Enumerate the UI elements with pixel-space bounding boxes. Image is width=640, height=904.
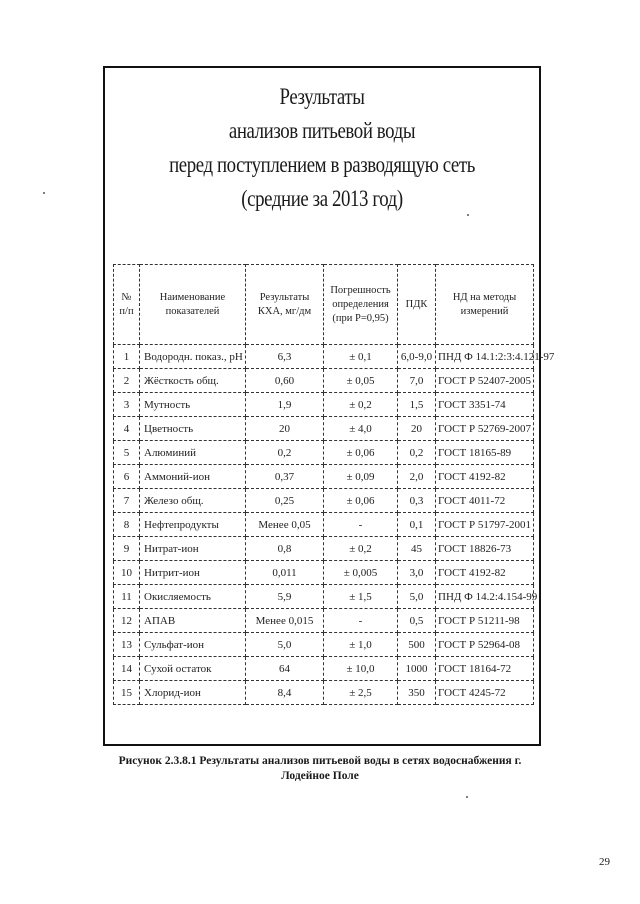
cell-error: ± 0,06 — [324, 441, 398, 465]
header-error: Погрешность определения (при Р=0,95) — [324, 265, 398, 345]
cell-name: Мутность — [140, 393, 246, 417]
cell-error: ± 0,06 — [324, 489, 398, 513]
table-row — [114, 465, 534, 489]
cell-num: 5 — [114, 441, 140, 465]
cell-method: ГОСТ Р 52407-2005 — [436, 369, 534, 393]
table-row — [114, 561, 534, 585]
table-row — [114, 657, 534, 681]
cell-error: ± 0,09 — [324, 465, 398, 489]
table-row — [114, 489, 534, 513]
cell-pdk: 0,5 — [398, 609, 436, 633]
cell-method: ГОСТ 4192-82 — [436, 561, 534, 585]
scan-speck — [43, 192, 45, 194]
cell-num: 14 — [114, 657, 140, 681]
cell-name: Жёсткость общ. — [140, 369, 246, 393]
cell-method: ГОСТ 4192-82 — [436, 465, 534, 489]
cell-result: 0,60 — [246, 369, 324, 393]
cell-pdk: 1,5 — [398, 393, 436, 417]
cell-result: Менее 0,015 — [246, 609, 324, 633]
cell-error: ± 0,2 — [324, 537, 398, 561]
cell-pdk: 1000 — [398, 657, 436, 681]
title-line-1: Результаты — [279, 84, 365, 109]
cell-method: ГОСТ Р 52769-2007 — [436, 417, 534, 441]
cell-result: 1,9 — [246, 393, 324, 417]
table-row — [114, 417, 534, 441]
cell-pdk: 2,0 — [398, 465, 436, 489]
cell-result: 5,9 — [246, 585, 324, 609]
cell-num: 1 — [114, 345, 140, 369]
cell-num: 10 — [114, 561, 140, 585]
cell-method: ГОСТ Р 51211-98 — [436, 609, 534, 633]
figure-title — [144, 80, 500, 216]
cell-name: Хлорид-ион — [140, 681, 246, 705]
cell-method: ГОСТ 18826-73 — [436, 537, 534, 561]
cell-pdk: 3,0 — [398, 561, 436, 585]
title-line-2: анализов питьевой воды — [228, 118, 416, 143]
table-row — [114, 537, 534, 561]
cell-pdk: 0,1 — [398, 513, 436, 537]
title-line-4: (средние за 2013 год) — [241, 186, 403, 211]
cell-result: 8,4 — [246, 681, 324, 705]
cell-name: Нефтепродукты — [140, 513, 246, 537]
table-body — [114, 345, 555, 705]
cell-num: 7 — [114, 489, 140, 513]
table-row — [114, 345, 534, 369]
cell-method: ГОСТ 3351-74 — [436, 393, 534, 417]
cell-result: 0,25 — [246, 489, 324, 513]
page-number: 29 — [599, 856, 610, 868]
cell-method: ПНД Ф 14.1:2:3:4.121-97 — [436, 345, 534, 369]
cell-result: 0,8 — [246, 537, 324, 561]
cell-name: Аммоний-ион — [140, 465, 246, 489]
cell-error: ± 0,2 — [324, 393, 398, 417]
cell-method: ГОСТ 18165-89 — [436, 441, 534, 465]
cell-pdk: 7,0 — [398, 369, 436, 393]
cell-result: 20 — [246, 417, 324, 441]
table-row — [114, 609, 534, 633]
cell-result: 0,37 — [246, 465, 324, 489]
cell-result: 5,0 — [246, 633, 324, 657]
cell-method: ГОСТ 18164-72 — [436, 657, 534, 681]
table-row — [114, 681, 534, 705]
cell-error: - — [324, 513, 398, 537]
cell-result: 0,011 — [246, 561, 324, 585]
cell-error: - — [324, 609, 398, 633]
cell-method: ГОСТ Р 52964-08 — [436, 633, 534, 657]
table-row — [114, 513, 534, 537]
cell-pdk: 0,3 — [398, 489, 436, 513]
cell-pdk: 20 — [398, 417, 436, 441]
cell-method: ГОСТ Р 51797-2001 — [436, 513, 534, 537]
table-row — [114, 369, 534, 393]
table-row — [114, 585, 534, 609]
cell-name: Нитрат-ион — [140, 537, 246, 561]
cell-name: Водородн. показ., рН — [140, 345, 246, 369]
table-row — [114, 393, 534, 417]
title-line-3: перед поступлением в разводящую сеть — [169, 152, 475, 177]
cell-error: ± 0,005 — [324, 561, 398, 585]
results-table — [113, 264, 555, 705]
cell-error: ± 1,5 — [324, 585, 398, 609]
cell-name: Окисляемость — [140, 585, 246, 609]
scan-speck — [466, 796, 468, 798]
header-name: Наименование показателей — [140, 265, 246, 345]
cell-error: ± 0,05 — [324, 369, 398, 393]
cell-result: Менее 0,05 — [246, 513, 324, 537]
scanned-figure-frame — [103, 66, 555, 746]
cell-name: Цветность — [140, 417, 246, 441]
table-row — [114, 633, 534, 657]
cell-result: 6,3 — [246, 345, 324, 369]
results-table-wrapper — [113, 264, 555, 705]
cell-name: Железо общ. — [140, 489, 246, 513]
cell-pdk: 45 — [398, 537, 436, 561]
cell-name: Нитрит-ион — [140, 561, 246, 585]
caption-line-2: Лодейное Поле — [281, 770, 359, 782]
cell-error: ± 2,5 — [324, 681, 398, 705]
table-header-row — [114, 265, 534, 345]
cell-error: ± 0,1 — [324, 345, 398, 369]
cell-pdk: 6,0-9,0 — [398, 345, 436, 369]
cell-pdk: 350 — [398, 681, 436, 705]
table-row — [114, 441, 534, 465]
cell-num: 13 — [114, 633, 140, 657]
cell-num: 12 — [114, 609, 140, 633]
cell-name: Сульфат-ион — [140, 633, 246, 657]
cell-pdk: 5,0 — [398, 585, 436, 609]
caption-line-1: Рисунок 2.3.8.1 Результаты анализов питьевой воды в сетях водоснабжения г. — [118, 755, 522, 767]
cell-num: 15 — [114, 681, 140, 705]
cell-num: 2 — [114, 369, 140, 393]
header-pdk: ПДК — [398, 265, 436, 345]
cell-num: 4 — [114, 417, 140, 441]
cell-num: 9 — [114, 537, 140, 561]
header-result: Результаты КХА, мг/дм — [246, 265, 324, 345]
cell-pdk: 500 — [398, 633, 436, 657]
cell-method: ГОСТ 4245-72 — [436, 681, 534, 705]
cell-name: Сухой остаток — [140, 657, 246, 681]
cell-error: ± 1,0 — [324, 633, 398, 657]
header-method: НД на методы измерений — [436, 265, 534, 345]
cell-method: ГОСТ 4011-72 — [436, 489, 534, 513]
cell-name: Алюминий — [140, 441, 246, 465]
cell-name: АПАВ — [140, 609, 246, 633]
cell-num: 3 — [114, 393, 140, 417]
cell-num: 11 — [114, 585, 140, 609]
cell-error: ± 4,0 — [324, 417, 398, 441]
cell-result: 64 — [246, 657, 324, 681]
cell-num: 6 — [114, 465, 140, 489]
cell-error: ± 10,0 — [324, 657, 398, 681]
figure-caption — [100, 754, 540, 784]
cell-method: ПНД Ф 14.2:4.154-99 — [436, 585, 534, 609]
cell-result: 0,2 — [246, 441, 324, 465]
cell-pdk: 0,2 — [398, 441, 436, 465]
cell-num: 8 — [114, 513, 140, 537]
header-num: № п/п — [114, 265, 140, 345]
